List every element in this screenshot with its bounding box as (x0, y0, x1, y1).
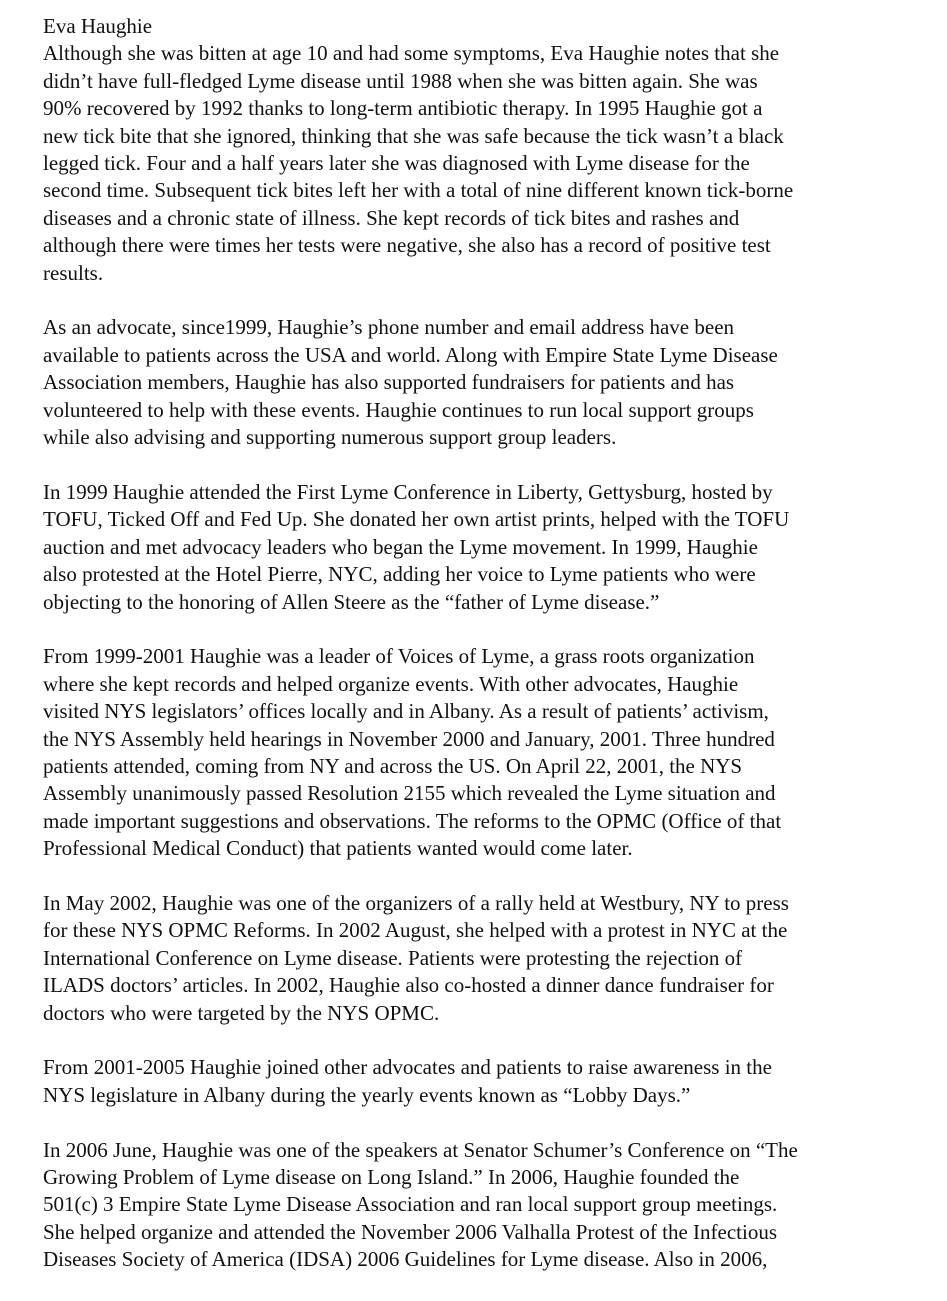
paragraph-voices-of-lyme: From 1999-2001 Haughie was a leader of Voices of Lyme, a grass roots organization where she kept records and helped organize events. With other advocates, Haughie visited NYS legislators’ offices locally and in Albany. As a result of patients’ activism, the NYS Assembly held hearings in November 2000 and January, 2001. Three hundred patients attended, coming from NY and across the US. On April 22, 2001, the NYS Assembly unanimously passed Resolution 2155 which revealed the Lyme situation and made important suggestions and observations. The reforms to the OPMC (Office of that Professional Medical Conduct) that patients wanted would come later. (43, 644, 782, 861)
paragraph-lobby-days: From 2001-2005 Haughie joined other advocates and patients to raise awareness in the NYS legislature in Albany during the yearly events known as “Lobby Days.” (43, 1055, 772, 1107)
paragraph-advocacy: As an advocate, since1999, Haughie’s phone number and email address have been available to patients across the USA and world. Along with Empire State Lyme Disease Association members, Haughie has also supported fundraisers for patients and has volunteered to help with these events. Haughie continues to run local support groups while also advising and supporting numerous support group leaders. (43, 315, 778, 450)
paragraph-2002-rally: In May 2002, Haughie was one of the organizers of a rally held at Westbury, NY to press for these NYS OPMC Reforms. In 2002 August, she helped with a protest in NYC at the International Conference on Lyme disease. Patients were protesting the rejection of ILADS doctors’ articles. In 2002, Haughie also co-hosted a dinner dance fundraiser for doctors who were targeted by the NYS OPMC. (43, 890, 789, 1025)
paragraph-2006-association: In 2006 June, Haughie was one of the speakers at Senator Schumer’s Conference on “The Growing Problem of Lyme disease on Long Island.” In 2006, Haughie founded the 501(c) 3 Empire State Lyme Disease Association and ran local support group meetings. She helped organize and attended the November 2006 Valhalla Protest of the Infectious Diseases Society of America (IDSA) 2006 Guidelines for Lyme disease. Also in 2006, (43, 1137, 798, 1272)
paragraph-1999-conference: In 1999 Haughie attended the First Lyme Conference in Liberty, Gettysburg, hosted by TOFU, Ticked Off and Fed Up. She donated her own artist prints, helped with the TOFU auction and met advocacy leaders who began the Lyme movement. In 1999, Haughie also protested at the Hotel Pierre, NYC, adding her voice to Lyme patients who were objecting to the honoring of Allen Steere as the “father of Lyme disease.” (43, 479, 790, 614)
person-name-heading: Eva Haughie (43, 14, 153, 38)
paragraph-background: Although she was bitten at age 10 and had some symptoms, Eva Haughie notes that she didn’t have full-fledged Lyme disease until 1988 when she was bitten again. She was 90% recovered by 1992 thanks to long-term antibiotic therapy. In 1995 Haughie got a new tick bite that she ignored, thinking that she was safe because the tick wasn’t a black legged tick. Four and a half years later she was diagnosed with Lyme disease for the second time. Subsequent tick bites left her with a total of nine different known tick-borne diseases and a chronic state of illness. She kept records of tick bites and rashes and although there were times her tests were negative, she also has a record of positive test results. (43, 41, 794, 285)
document-page (43, 13, 923, 1301)
